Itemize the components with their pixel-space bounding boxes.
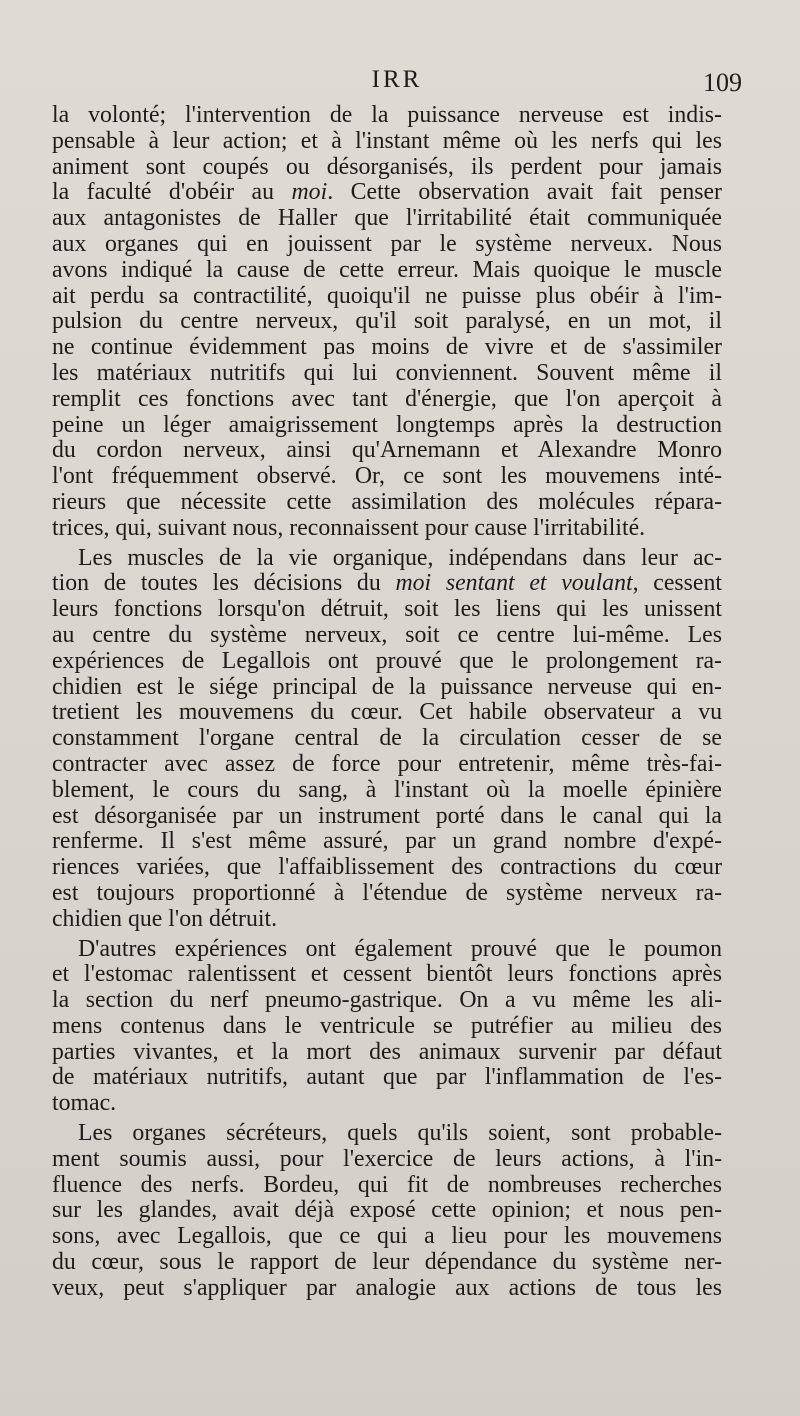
text-line: la volonté; l'intervention de la puissance nerveuse est indis- bbox=[52, 102, 722, 128]
text-line: blement, le cours du sang, à l'instant où la moelle épinière bbox=[52, 776, 722, 803]
text-line: parties vivantes, et la mort des animaux survenir par défaut bbox=[52, 1038, 722, 1065]
text-line: constamment l'organe central de la circulation cesser de se bbox=[52, 725, 722, 752]
text-line: animent sont coupés ou désorganisés, ils perdent pour jamais bbox=[52, 153, 722, 180]
text-line: peine un léger amaigrissement longtemps après la destruction bbox=[52, 411, 722, 438]
text-line: tion de toutes les décisions du moi sentant et voulant, cessent bbox=[52, 570, 722, 597]
text-line: tretient les mouvemens du cœur. Cet habile observateur a vu bbox=[52, 699, 722, 726]
text-line: chidien est le siége principal de la puissance nerveuse qui en- bbox=[52, 673, 722, 700]
running-head: IRR bbox=[371, 66, 423, 93]
text-line: la faculté d'obéir au moi. Cette observation avait fait penser bbox=[52, 179, 722, 206]
text-line: renferme. Il s'est même assuré, par un grand nombre d'expé- bbox=[52, 828, 722, 855]
paragraph-3 bbox=[52, 937, 722, 1118]
text-line: sur les glandes, avait déjà exposé cette opinion; et nous pen- bbox=[52, 1197, 722, 1224]
text-line: aux antagonistes de Haller que l'irritabilité était communiquée bbox=[52, 205, 722, 232]
text-line: l'ont fréquemment observé. Or, ce sont les mouvemens inté- bbox=[52, 463, 722, 490]
page-header bbox=[52, 66, 742, 102]
text-line: ne continue évidemment pas moins de vivre et de s'assimiler bbox=[52, 334, 722, 361]
paragraph-4 bbox=[52, 1121, 722, 1302]
paragraph-2 bbox=[52, 546, 722, 933]
italic-text: moi bbox=[291, 179, 328, 206]
page-number: 109 bbox=[703, 68, 742, 97]
text-line: de matériaux nutritifs, autant que par l'inflammation de l'es- bbox=[52, 1064, 722, 1091]
text-line: fluence des nerfs. Bordeu, qui fit de nombreuses recherches bbox=[52, 1171, 722, 1198]
text-line: tomac. bbox=[52, 1090, 117, 1117]
text-line: contracter avec assez de force pour entretenir, même très-fai- bbox=[52, 750, 722, 777]
text-line: pensable à leur action; et à l'instant même où les nerfs qui les bbox=[52, 127, 722, 154]
paragraph-1 bbox=[52, 103, 722, 542]
text-line: est toujours proportionné à l'étendue de système nerveux ra- bbox=[52, 879, 722, 906]
text-line: sons, avec Legallois, que ce qui a lieu pour les mouvemens bbox=[52, 1223, 722, 1250]
text-line: mens contenus dans le ventricule se putréfier au milieu des bbox=[52, 1012, 722, 1039]
text-line: la section du nerf pneumo-gastrique. On a vu même les ali- bbox=[52, 987, 722, 1014]
text-line: veux, peut s'appliquer par analogie aux actions de tous les bbox=[52, 1274, 722, 1301]
text-line: D'autres expériences ont également prouvé que le poumon bbox=[78, 935, 722, 962]
italic-text: moi sentant et voulant bbox=[395, 570, 633, 597]
text-line: ait perdu sa contractilité, quoiqu'il ne puisse plus obéir à l'im- bbox=[52, 282, 722, 309]
text-line: du cœur, sous le rapport de leur dépendance du système ner- bbox=[52, 1249, 722, 1276]
text-line: leurs fonctions lorsqu'on détruit, soit les liens qui les unissent bbox=[52, 596, 722, 623]
text-line: rieurs que nécessite cette assimilation des molécules répara- bbox=[52, 488, 722, 515]
text-line: riences variées, que l'affaiblissement des contractions du cœur bbox=[52, 854, 722, 881]
text-line: est désorganisée par un instrument porté dans le canal qui la bbox=[52, 802, 722, 829]
text-line: avons indiqué la cause de cette erreur. Mais quoique le muscle bbox=[52, 256, 722, 283]
text-line: trices, qui, suivant nous, reconnaissent pour cause l'irritabilité. bbox=[52, 514, 646, 541]
text-line: expériences de Legallois ont prouvé que le prolongement ra- bbox=[52, 647, 722, 674]
body-text bbox=[52, 103, 722, 1306]
text-line: pulsion du centre nerveux, qu'il soit paralysé, en un mot, il bbox=[52, 308, 722, 335]
text-line: Les organes sécréteurs, quels qu'ils soient, sont probable- bbox=[78, 1120, 722, 1147]
text-line: chidien que l'on détruit. bbox=[52, 905, 278, 932]
text-line: du cordon nerveux, ainsi qu'Arnemann et Alexandre Monro bbox=[52, 437, 722, 464]
text-line: et l'estomac ralentissent et cessent bientôt leurs fonctions après bbox=[52, 961, 722, 988]
text-line: aux organes qui en jouissent par le système nerveux. Nous bbox=[52, 230, 722, 257]
text-line: ment soumis aussi, pour l'exercice de leurs actions, à l'in- bbox=[52, 1145, 722, 1172]
text-line: les matériaux nutritifs qui lui conviennent. Souvent même il bbox=[52, 359, 722, 386]
text-line: au centre du système nerveux, soit ce centre lui-même. Les bbox=[52, 621, 722, 648]
text-line: Les muscles de la vie organique, indépendans dans leur ac- bbox=[78, 544, 722, 571]
text-line: remplit ces fonctions avec tant d'énergie, que l'on aperçoit à bbox=[52, 385, 722, 412]
